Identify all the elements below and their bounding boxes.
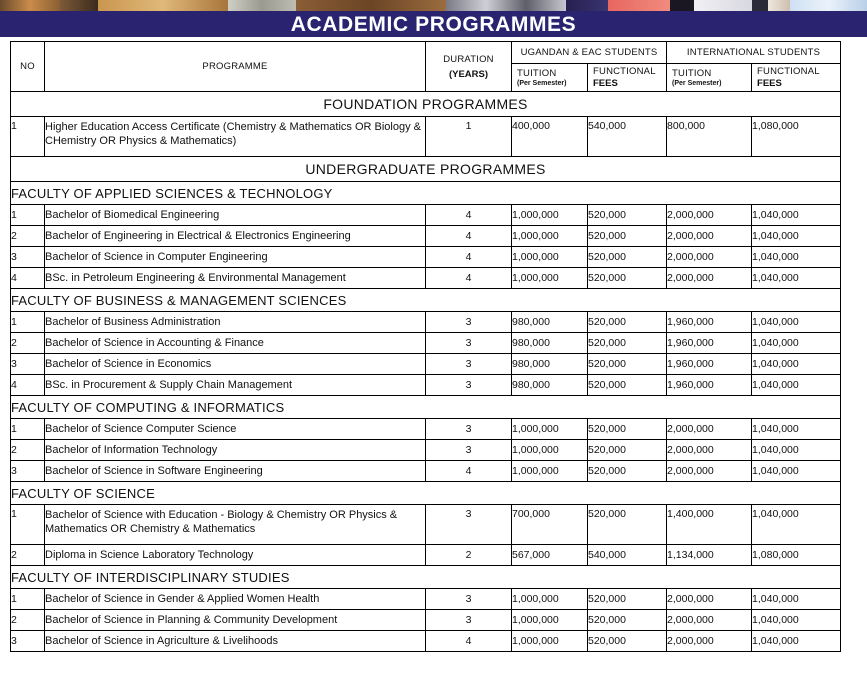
column-header-programme: PROGRAMME — [45, 42, 426, 92]
faculty-header-row — [11, 566, 841, 589]
row-programme-name: BSc. in Petroleum Engineering & Environmental Management — [45, 268, 426, 289]
faculty-header-label: FACULTY OF BUSINESS & MANAGEMENT SCIENCES — [11, 289, 841, 312]
row-ugandan-tuition: 1,000,000 — [512, 419, 588, 440]
column-header-international-tuition — [667, 64, 752, 92]
row-duration: 4 — [426, 631, 512, 652]
row-international-tuition: 1,960,000 — [667, 354, 752, 375]
table-row — [11, 631, 841, 652]
row-ugandan-tuition: 1,000,000 — [512, 440, 588, 461]
photo-segment — [694, 0, 752, 11]
row-ugandan-tuition: 1,000,000 — [512, 461, 588, 482]
row-international-tuition: 1,960,000 — [667, 375, 752, 396]
row-duration: 4 — [426, 205, 512, 226]
row-programme-name: Higher Education Access Certificate (Chemistry & Mathematics OR Biology & CHemistry OR Physics & Mathematics) — [45, 117, 426, 157]
row-number: 3 — [11, 247, 45, 268]
column-header-ugandan-tuition-label: TUITION — [517, 68, 557, 79]
row-international-functional-fees: 1,080,000 — [752, 117, 841, 157]
row-programme-name: Bachelor of Engineering in Electrical & Electronics Engineering — [45, 226, 426, 247]
row-programme-name: BSc. in Procurement & Supply Chain Management — [45, 375, 426, 396]
row-international-functional-fees: 1,040,000 — [752, 631, 841, 652]
row-ugandan-tuition: 400,000 — [512, 117, 588, 157]
column-header-international-tuition-sub: (Per Semester) — [672, 80, 722, 87]
row-international-functional-fees: 1,040,000 — [752, 247, 841, 268]
table-header-row-1 — [11, 42, 841, 64]
photo-segment — [608, 0, 670, 11]
row-international-tuition: 2,000,000 — [667, 268, 752, 289]
row-duration: 3 — [426, 419, 512, 440]
row-international-functional-fees: 1,040,000 — [752, 354, 841, 375]
photo-segment — [446, 0, 566, 11]
column-group-header-ugandan-eac: UGANDAN & EAC STUDENTS — [512, 42, 667, 64]
row-international-tuition: 1,400,000 — [667, 505, 752, 545]
faculty-header-row — [11, 182, 841, 205]
photo-segment — [566, 0, 608, 11]
column-group-header-international: INTERNATIONAL STUDENTS — [667, 42, 841, 64]
row-ugandan-functional-fees: 520,000 — [588, 247, 667, 268]
row-ugandan-tuition: 1,000,000 — [512, 589, 588, 610]
table-row — [11, 610, 841, 631]
row-international-tuition: 2,000,000 — [667, 205, 752, 226]
row-duration: 4 — [426, 226, 512, 247]
row-ugandan-functional-fees: 540,000 — [588, 545, 667, 566]
row-ugandan-tuition: 567,000 — [512, 545, 588, 566]
row-duration: 3 — [426, 354, 512, 375]
row-international-tuition: 2,000,000 — [667, 419, 752, 440]
faculty-header-row — [11, 289, 841, 312]
row-international-functional-fees: 1,040,000 — [752, 226, 841, 247]
column-header-ugandan-functional-label: FUNCTIONAL — [593, 66, 656, 77]
row-duration: 4 — [426, 461, 512, 482]
row-ugandan-functional-fees: 520,000 — [588, 226, 667, 247]
row-ugandan-tuition: 980,000 — [512, 312, 588, 333]
table-row — [11, 440, 841, 461]
row-programme-name: Bachelor of Science in Gender & Applied Women Health — [45, 589, 426, 610]
table-header — [11, 42, 841, 92]
row-number: 1 — [11, 117, 45, 157]
row-ugandan-tuition: 980,000 — [512, 375, 588, 396]
table-row — [11, 589, 841, 610]
row-programme-name: Bachelor of Information Technology — [45, 440, 426, 461]
row-international-functional-fees: 1,040,000 — [752, 610, 841, 631]
page-title-banner — [0, 11, 867, 37]
column-header-ugandan-tuition — [512, 64, 588, 92]
table-row — [11, 505, 841, 545]
row-number: 2 — [11, 610, 45, 631]
table-row — [11, 375, 841, 396]
column-header-ugandan-tuition-sub: (Per Semester) — [517, 80, 567, 87]
row-international-tuition: 2,000,000 — [667, 631, 752, 652]
row-ugandan-functional-fees: 520,000 — [588, 589, 667, 610]
faculty-header-row — [11, 396, 841, 419]
row-international-functional-fees: 1,040,000 — [752, 268, 841, 289]
row-programme-name: Bachelor of Science in Accounting & Finance — [45, 333, 426, 354]
academic-programmes-table — [10, 41, 841, 652]
table-row — [11, 117, 841, 157]
row-ugandan-tuition: 700,000 — [512, 505, 588, 545]
section-band-label: UNDERGRADUATE PROGRAMMES — [11, 157, 841, 182]
row-ugandan-functional-fees: 540,000 — [588, 117, 667, 157]
row-number: 1 — [11, 419, 45, 440]
row-ugandan-tuition: 1,000,000 — [512, 247, 588, 268]
row-programme-name: Bachelor of Science Computer Science — [45, 419, 426, 440]
row-number: 1 — [11, 505, 45, 545]
photo-segment — [60, 0, 98, 11]
row-programme-name: Bachelor of Science with Education - Biology & Chemistry OR Physics & Mathematics OR Chemistry & Mathematics — [45, 505, 426, 545]
column-header-international-tuition-label: TUITION — [672, 68, 712, 79]
row-international-tuition: 2,000,000 — [667, 461, 752, 482]
row-ugandan-functional-fees: 520,000 — [588, 461, 667, 482]
section-band-row — [11, 157, 841, 182]
row-international-tuition: 800,000 — [667, 117, 752, 157]
row-international-functional-fees: 1,040,000 — [752, 419, 841, 440]
table-row — [11, 226, 841, 247]
row-duration: 3 — [426, 505, 512, 545]
photo-segment — [98, 0, 228, 11]
row-duration: 3 — [426, 589, 512, 610]
row-ugandan-tuition: 980,000 — [512, 333, 588, 354]
faculty-header-label: FACULTY OF COMPUTING & INFORMATICS — [11, 396, 841, 419]
photo-segment — [768, 0, 790, 11]
row-international-functional-fees: 1,040,000 — [752, 505, 841, 545]
row-programme-name: Bachelor of Science in Economics — [45, 354, 426, 375]
row-duration: 1 — [426, 117, 512, 157]
row-international-tuition: 2,000,000 — [667, 226, 752, 247]
row-number: 2 — [11, 440, 45, 461]
row-number: 1 — [11, 312, 45, 333]
row-international-functional-fees: 1,080,000 — [752, 545, 841, 566]
column-header-ugandan-functional — [588, 64, 667, 92]
row-duration: 3 — [426, 375, 512, 396]
table-body — [11, 92, 841, 652]
row-ugandan-functional-fees: 520,000 — [588, 205, 667, 226]
row-international-functional-fees: 1,040,000 — [752, 312, 841, 333]
column-header-international-functional-label: FUNCTIONAL — [757, 66, 820, 77]
row-programme-name: Bachelor of Science in Computer Engineering — [45, 247, 426, 268]
photo-segment — [0, 0, 60, 11]
row-programme-name: Bachelor of Science in Software Engineering — [45, 461, 426, 482]
row-number: 2 — [11, 226, 45, 247]
column-header-duration-label: DURATION — [443, 53, 494, 65]
row-ugandan-tuition: 1,000,000 — [512, 610, 588, 631]
row-ugandan-functional-fees: 520,000 — [588, 354, 667, 375]
photo-segment — [790, 0, 867, 11]
row-ugandan-tuition: 1,000,000 — [512, 268, 588, 289]
row-ugandan-tuition: 1,000,000 — [512, 205, 588, 226]
faculty-header-label: FACULTY OF INTERDISCIPLINARY STUDIES — [11, 566, 841, 589]
table-row — [11, 354, 841, 375]
table-row — [11, 461, 841, 482]
row-ugandan-functional-fees: 520,000 — [588, 631, 667, 652]
table-row — [11, 205, 841, 226]
section-band-label: FOUNDATION PROGRAMMES — [11, 92, 841, 117]
row-international-functional-fees: 1,040,000 — [752, 205, 841, 226]
section-band-row — [11, 92, 841, 117]
faculty-header-label: FACULTY OF APPLIED SCIENCES & TECHNOLOGY — [11, 182, 841, 205]
row-number: 3 — [11, 354, 45, 375]
row-number: 3 — [11, 631, 45, 652]
row-international-functional-fees: 1,040,000 — [752, 461, 841, 482]
row-international-functional-fees: 1,040,000 — [752, 375, 841, 396]
row-ugandan-functional-fees: 520,000 — [588, 610, 667, 631]
academic-programmes-table-container — [0, 37, 867, 652]
table-row — [11, 419, 841, 440]
table-row — [11, 247, 841, 268]
row-international-functional-fees: 1,040,000 — [752, 589, 841, 610]
row-number: 2 — [11, 545, 45, 566]
column-header-international-functional — [752, 64, 841, 92]
row-number: 4 — [11, 375, 45, 396]
row-programme-name: Bachelor of Biomedical Engineering — [45, 205, 426, 226]
table-row — [11, 333, 841, 354]
row-duration: 3 — [426, 440, 512, 461]
page-title: ACADEMIC PROGRAMMES — [290, 12, 577, 36]
row-duration: 3 — [426, 312, 512, 333]
row-number: 2 — [11, 333, 45, 354]
row-number: 3 — [11, 461, 45, 482]
row-ugandan-functional-fees: 520,000 — [588, 375, 667, 396]
table-row — [11, 545, 841, 566]
photo-segment — [296, 0, 446, 11]
row-duration: 3 — [426, 610, 512, 631]
row-number: 1 — [11, 589, 45, 610]
column-header-duration — [426, 42, 512, 92]
photo-segment — [228, 0, 296, 11]
row-international-tuition: 2,000,000 — [667, 440, 752, 461]
row-ugandan-functional-fees: 520,000 — [588, 419, 667, 440]
row-international-tuition: 1,134,000 — [667, 545, 752, 566]
row-programme-name: Bachelor of Science in Planning & Community Development — [45, 610, 426, 631]
column-header-international-functional-sub: FEES — [757, 78, 782, 89]
photo-segment — [752, 0, 768, 11]
table-row — [11, 268, 841, 289]
row-duration: 2 — [426, 545, 512, 566]
row-international-tuition: 1,960,000 — [667, 333, 752, 354]
row-international-functional-fees: 1,040,000 — [752, 440, 841, 461]
row-programme-name: Bachelor of Science in Agriculture & Livelihoods — [45, 631, 426, 652]
column-header-duration-unit: (YEARS) — [448, 68, 489, 80]
row-programme-name: Bachelor of Business Administration — [45, 312, 426, 333]
row-ugandan-functional-fees: 520,000 — [588, 312, 667, 333]
table-row — [11, 312, 841, 333]
row-international-tuition: 2,000,000 — [667, 610, 752, 631]
row-ugandan-tuition: 980,000 — [512, 354, 588, 375]
row-number: 4 — [11, 268, 45, 289]
row-duration: 3 — [426, 333, 512, 354]
row-international-tuition: 2,000,000 — [667, 589, 752, 610]
row-international-functional-fees: 1,040,000 — [752, 333, 841, 354]
row-number: 1 — [11, 205, 45, 226]
row-ugandan-tuition: 1,000,000 — [512, 226, 588, 247]
row-ugandan-functional-fees: 520,000 — [588, 505, 667, 545]
row-ugandan-functional-fees: 520,000 — [588, 333, 667, 354]
decorative-photo-strip — [0, 0, 867, 11]
row-duration: 4 — [426, 247, 512, 268]
column-header-no: NO — [11, 42, 45, 92]
row-programme-name: Diploma in Science Laboratory Technology — [45, 545, 426, 566]
row-duration: 4 — [426, 268, 512, 289]
row-ugandan-functional-fees: 520,000 — [588, 440, 667, 461]
column-header-ugandan-functional-sub: FEES — [593, 78, 618, 89]
row-ugandan-tuition: 1,000,000 — [512, 631, 588, 652]
faculty-header-label: FACULTY OF SCIENCE — [11, 482, 841, 505]
photo-segment — [670, 0, 694, 11]
row-ugandan-functional-fees: 520,000 — [588, 268, 667, 289]
row-international-tuition: 1,960,000 — [667, 312, 752, 333]
row-international-tuition: 2,000,000 — [667, 247, 752, 268]
faculty-header-row — [11, 482, 841, 505]
